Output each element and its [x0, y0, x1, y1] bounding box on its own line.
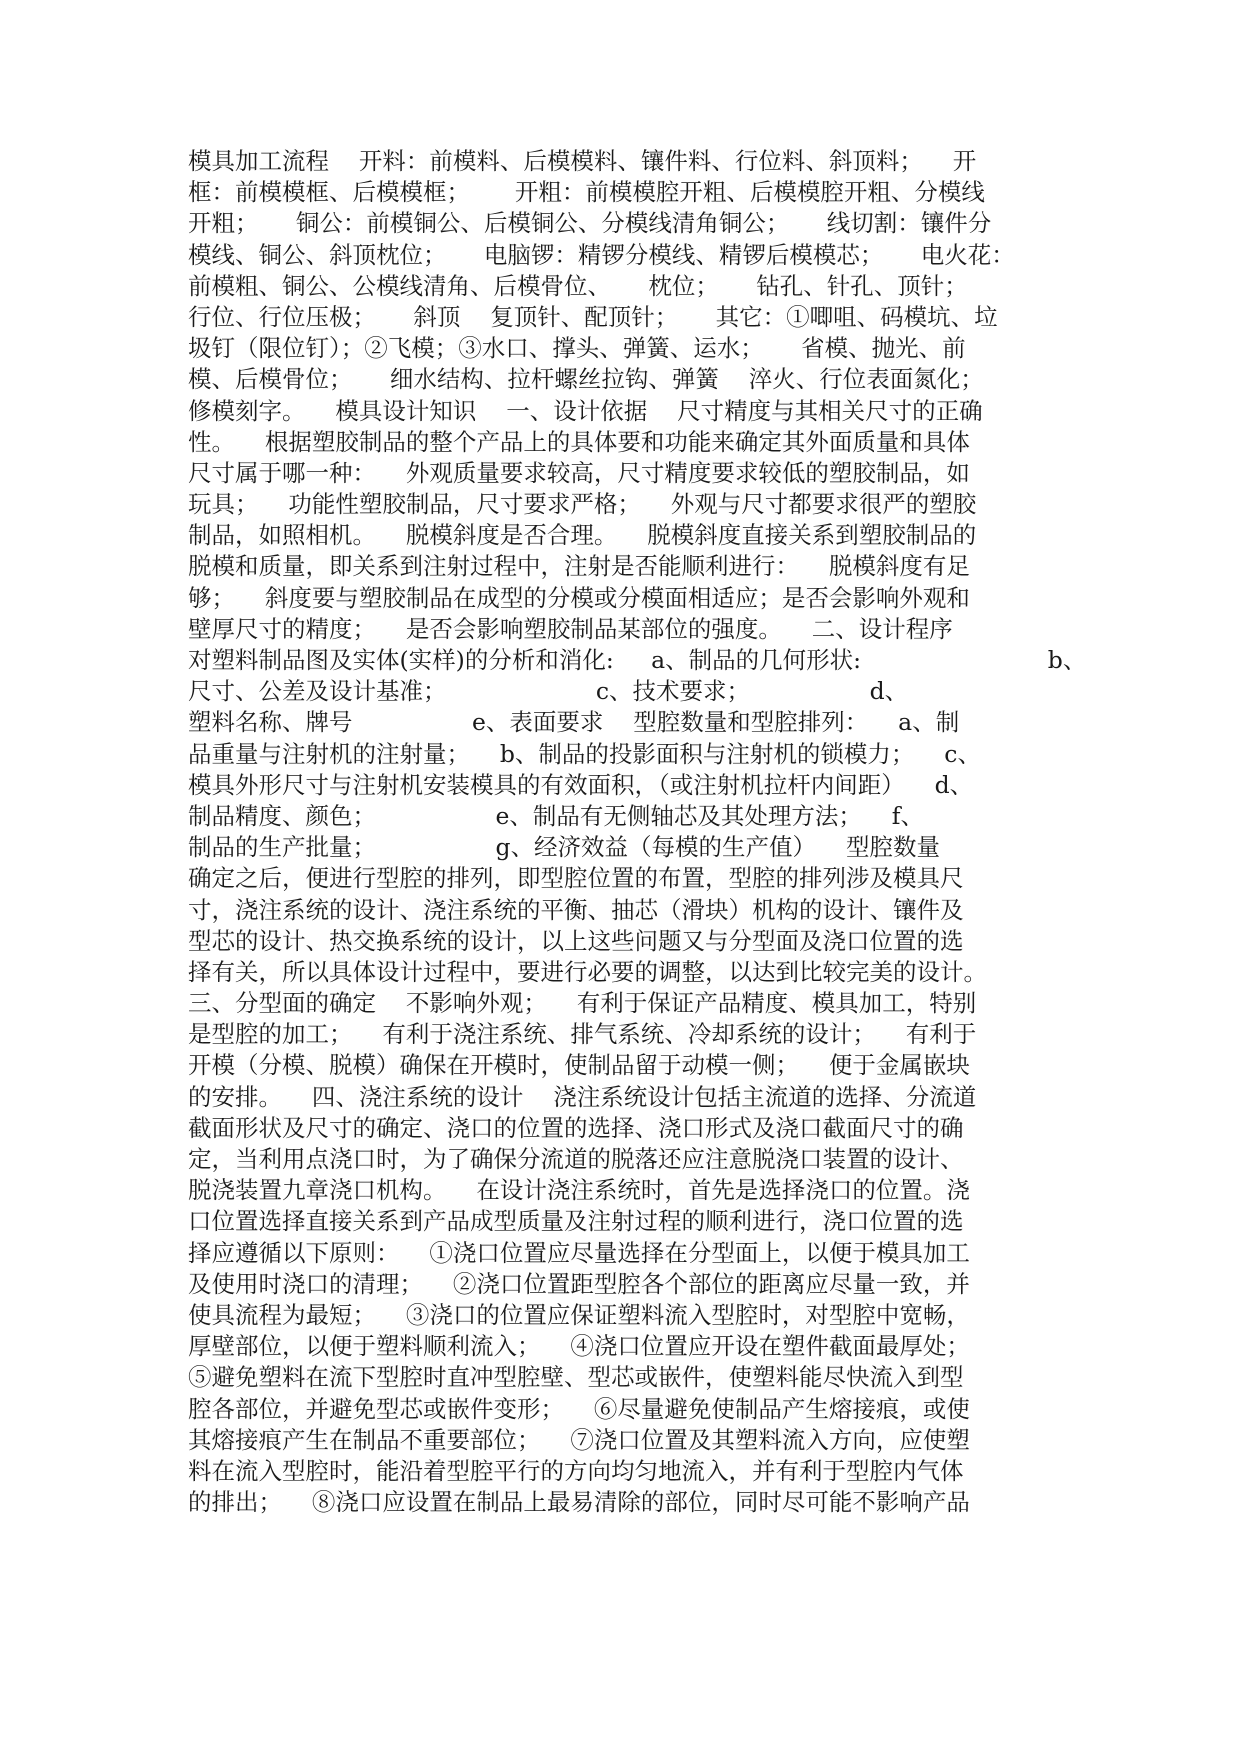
text-line: 圾钉（限位钉）；②飞模；③水口、撑头、弹簧、运水； 省模、抛光、前: [188, 334, 966, 363]
text-line: 模具加工流程 开料：前模料、后模模料、镶件料、行位料、斜顶料； 开: [188, 147, 977, 175]
text-line: 的排出； ⑧浇口应设置在制品上最易清除的部位，同时尽可能不影响产品: [188, 1488, 970, 1517]
text-line: 是型腔的加工； 有利于浇注系统、排气系统、冷却系统的设计； 有利于: [188, 1020, 977, 1049]
text-line: 模、后模骨位； 细水结构、拉杆螺丝拉钩、弹簧 淬火、行位表面氮化；: [188, 365, 984, 394]
text-line: 塑料名称、牌号 e、表面要求 型腔数量和型腔排列： a、制: [188, 708, 960, 737]
text-line: 制品，如照相机。 脱模斜度是否合理。 脱模斜度直接关系到塑胶制品的: [188, 521, 977, 550]
text-line: 性。 根据塑胶制品的整个产品上的具体要和功能来确定其外面质量和具体: [188, 427, 970, 456]
text-line: 前模粗、铜公、公模线清角、后模骨位、 枕位； 钻孔、针孔、顶针；: [188, 271, 968, 300]
text-line: 口位置选择直接关系到产品成型质量及注射过程的顺利进行，浇口位置的选: [188, 1207, 964, 1236]
text-line: 择有关，所以具体设计过程中，要进行必要的调整，以达到比较完美的设计。: [188, 957, 987, 986]
text-line: 行位、行位压极； 斜顶 复顶针、配顶针； 其它：①唧咀、码模坑、垃: [188, 302, 998, 331]
text-line: 开粗； 铜公：前模铜公、后模铜公、分模线清角铜公； 线切割：镶件分: [188, 209, 992, 238]
text-line: 脱模和质量，即关系到注射过程中，注射是否能顺利进行： 脱模斜度有足: [188, 552, 970, 581]
text-line: 尺寸属于哪一种： 外观质量要求较高，尺寸精度要求较低的塑胶制品，如: [188, 458, 970, 487]
text-line: 品重量与注射机的注射量； b、制品的投影面积与注射机的锁模力； c、: [188, 739, 981, 768]
text-line: 壁厚尺寸的精度； 是否会影响塑胶制品某部位的强度。 二、设计程序: [188, 614, 953, 643]
text-line: ⑤避免塑料在流下型腔时直冲型腔壁、型芯或嵌件，使塑料能尽快流入到型: [188, 1363, 964, 1392]
text-line: 厚壁部位，以便于塑料顺利流入； ④浇口位置应开设在塑件截面最厚处；: [188, 1332, 970, 1361]
text-line: 择应遵循以下原则： ①浇口位置应尽量选择在分型面上，以便于模具加工: [188, 1238, 970, 1267]
text-line: 确定之后，便进行型腔的排列，即型腔位置的布置，型腔的排列涉及模具尺: [188, 864, 964, 893]
text-line: 尺寸、公差及设计基准； c、技术要求； d、: [188, 677, 909, 706]
text-line: 够； 斜度要与塑胶制品在成型的分模或分模面相适应；是否会影响外观和: [188, 583, 970, 612]
text-line: 型芯的设计、热交换系统的设计，以上这些问题又与分型面及浇口位置的选: [188, 926, 964, 955]
text-line: 料在流入型腔时，能沿着型腔平行的方向均匀地流入，并有利于型腔内气体: [188, 1456, 964, 1485]
text-line: 使具流程为最短； ③浇口的位置应保证塑料流入型腔时，对型腔中宽畅，: [188, 1300, 970, 1329]
body-text: [188, 146, 1108, 1518]
text-line: 制品精度、颜色； e、制品有无侧轴芯及其处理方法； f、: [188, 801, 925, 830]
text-line: 的安排。 四、浇注系统的设计 浇注系统设计包括主流道的选择、分流道: [188, 1082, 977, 1111]
text-line: 制品的生产批量； g、经济效益（每模的生产值） 型腔数量: [188, 833, 940, 862]
text-line: 脱浇装置九章浇口机构。 在设计浇注系统时，首先是选择浇口的位置。浇: [188, 1176, 970, 1205]
text-line: 及使用时浇口的清理； ②浇口位置距型腔各个部位的距离应尽量一致，并: [188, 1269, 970, 1298]
text-line: 开模（分模、脱模）确保在开模时，使制品留于动模一侧； 便于金属嵌块: [188, 1051, 970, 1080]
text-line: 玩具； 功能性塑胶制品，尺寸要求严格； 外观与尺寸都要求很严的塑胶: [188, 490, 977, 519]
text-line: 定，当利用点浇口时，为了确保分流道的脱落还应注意脱浇口装置的设计、: [188, 1145, 964, 1173]
text-line: 对塑料制品图及实体(实样)的分析和消化: a、制品的几何形状: b、: [188, 646, 1087, 674]
text-line: 其熔接痕产生在制品不重要部位； ⑦浇口位置及其塑料流入方向，应使塑: [188, 1425, 970, 1454]
text-line: 腔各部位，并避免型芯或嵌件变形； ⑥尽量避免使制品产生熔接痕，或使: [188, 1394, 970, 1423]
text-line: 寸，浇注系统的设计、浇注系统的平衡、抽芯（滑块）机构的设计、镶件及: [188, 895, 964, 924]
text-line: 截面形状及尺寸的确定、浇口的位置的选择、浇口形式及浇口截面尺寸的确: [188, 1113, 964, 1142]
text-line: 模具外形尺寸与注射机安装模具的有效面积，（或注射机拉杆内间距） d、: [188, 770, 974, 799]
text-line: 修模刻字。 模具设计知识 一、设计依据 尺寸精度与其相关尺寸的正确: [188, 396, 983, 425]
text-line: 模线、铜公、斜顶枕位； 电脑锣：精锣分模线、精锣后模模芯； 电火花：: [188, 240, 1015, 269]
text-line: 三、分型面的确定 不影响外观； 有利于保证产品精度、模具加工，特别: [188, 989, 977, 1018]
text-line: 框：前模模框、后模模框； 开粗：前模模腔开粗、后模模腔开粗、分模线: [188, 178, 985, 207]
